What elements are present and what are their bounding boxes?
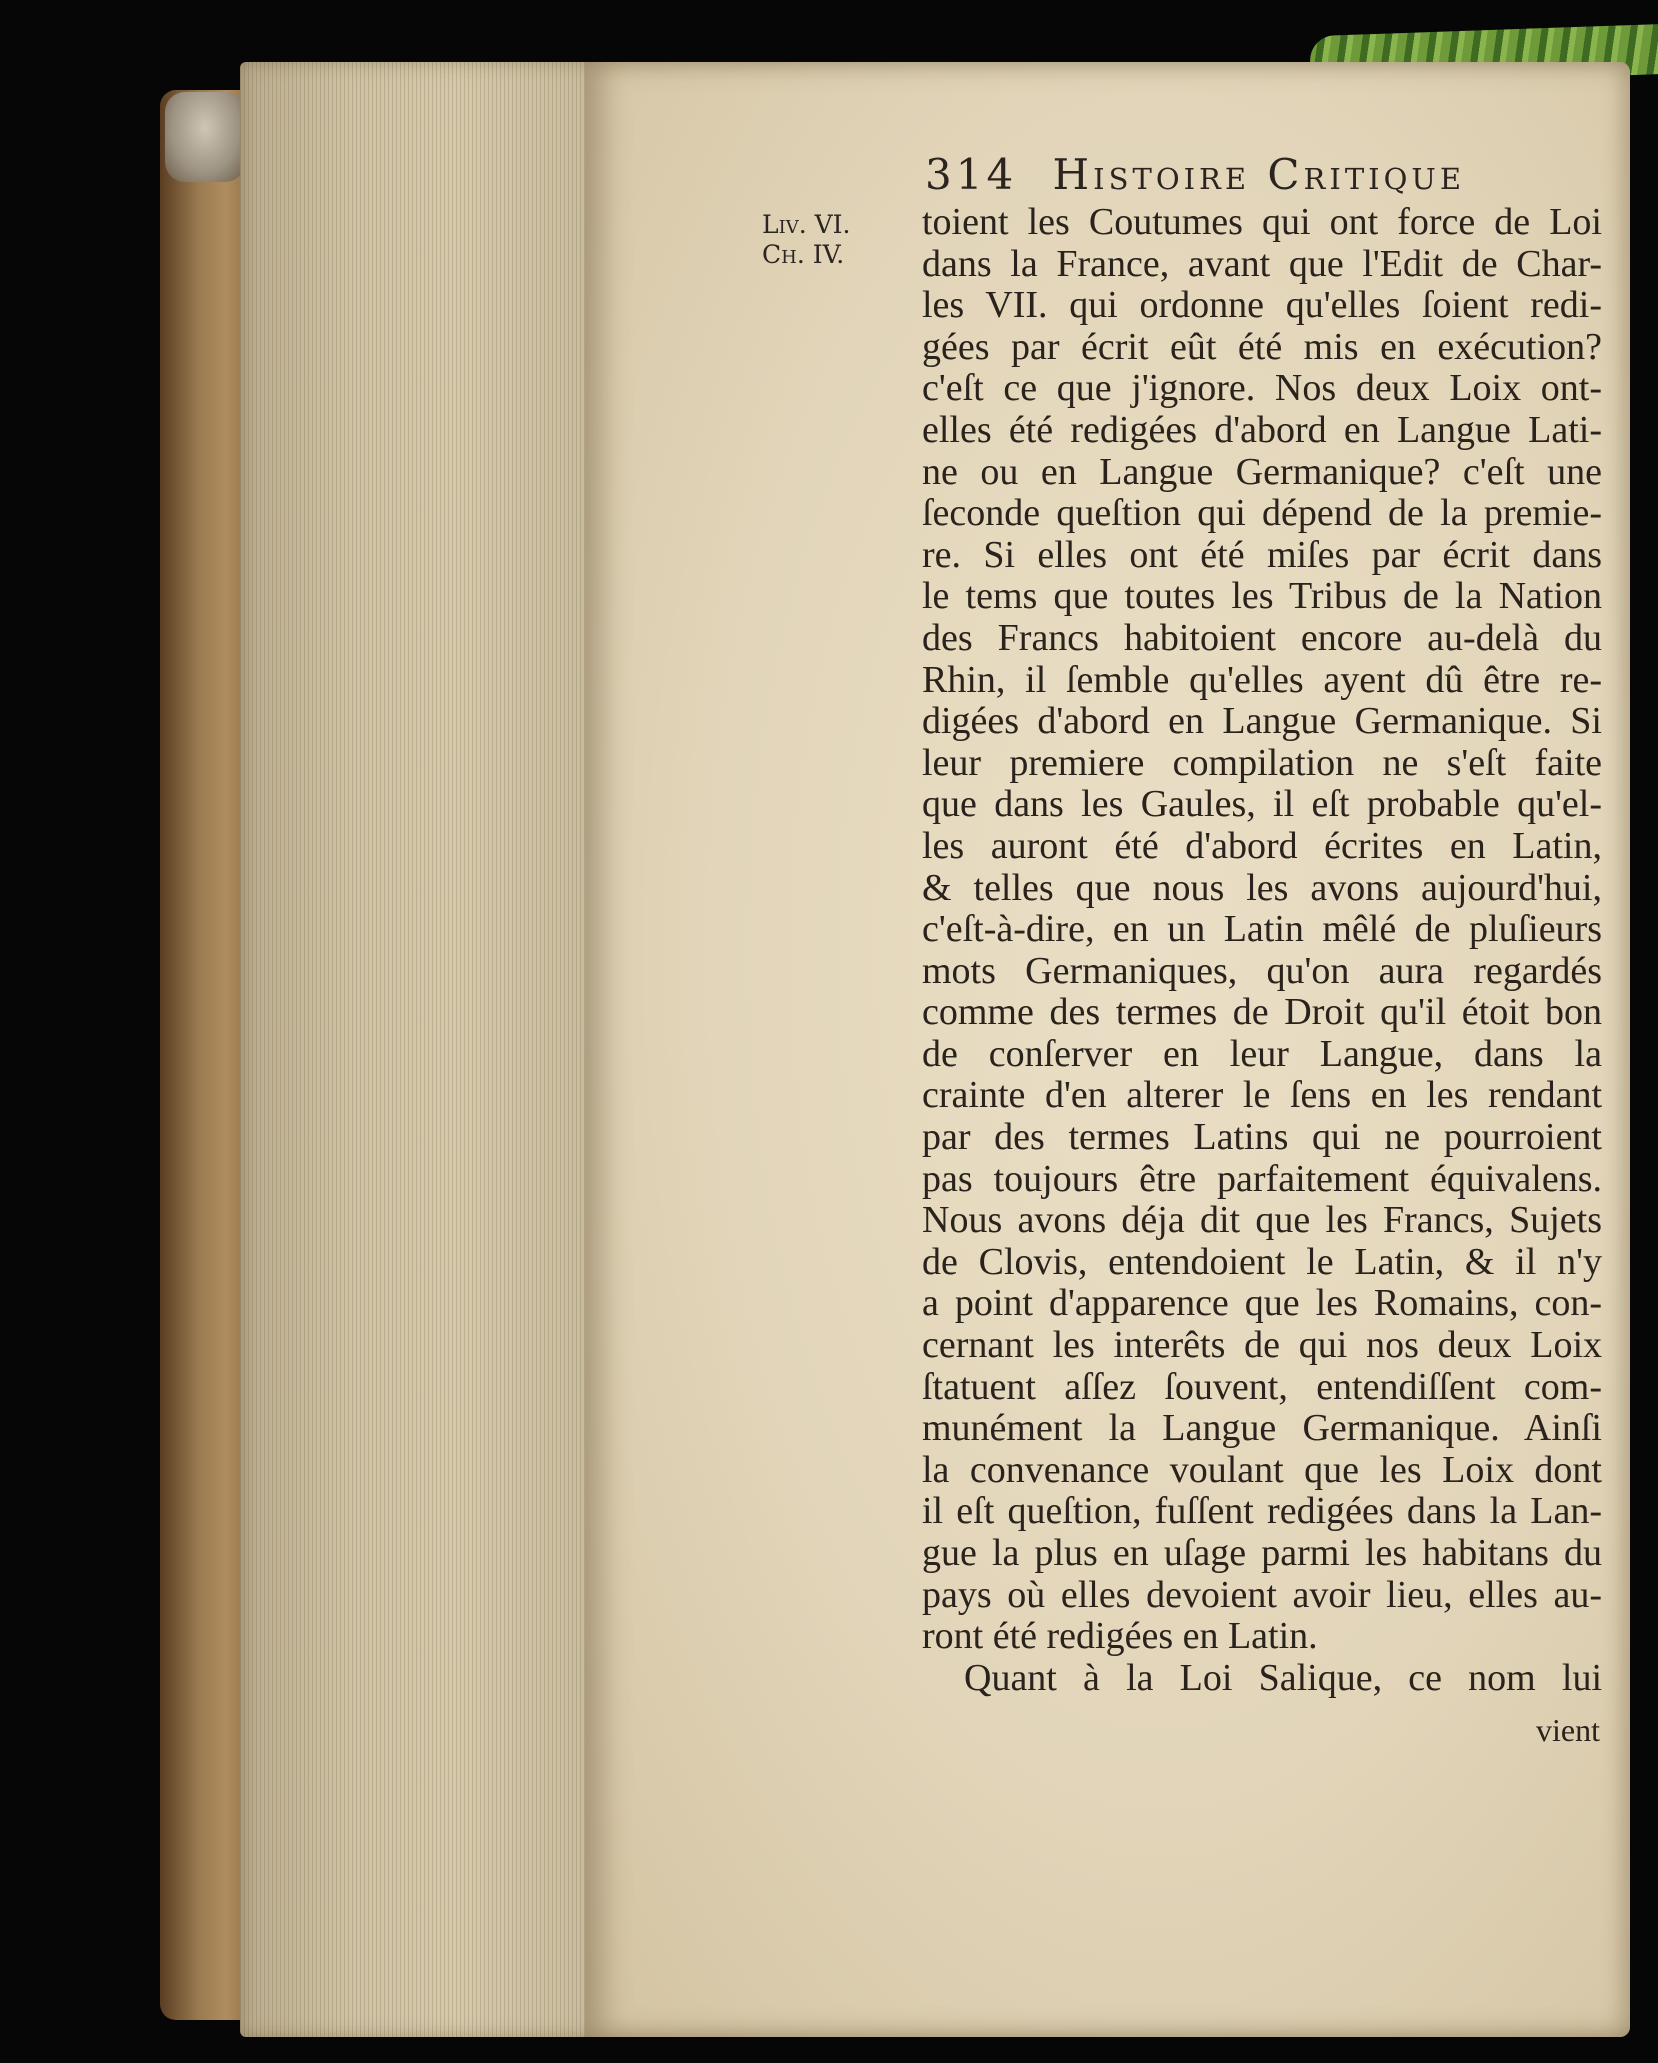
text-line: de conſerver en leur Langue, dans la (922, 1033, 1602, 1075)
running-title: Histoire Critique (1052, 150, 1466, 199)
text-line: il eſt queſtion, fuſſent redigées dans la Lan- (922, 1491, 1602, 1533)
text-line: comme des termes de Droit qu'il étoit bon (922, 992, 1602, 1034)
text-line: pas toujours être parfaitement équivalens. (922, 1158, 1602, 1200)
text-line: leur premiere compilation ne s'eſt faite (922, 742, 1602, 784)
text-line: par des termes Latins qui ne pourroient (922, 1117, 1602, 1159)
text-line: Rhin, il ſemble qu'elles ayent dû être re- (922, 659, 1602, 701)
running-head (925, 150, 1565, 199)
text-line: les auront été d'abord écrites en Latin, (922, 825, 1602, 867)
text-line: des Francs habitoient encore au-delà du (922, 617, 1602, 659)
margin-note-book: Liv. VI. (762, 210, 851, 239)
text-line: ront été redigées en Latin. (922, 1615, 1318, 1658)
page-edges (240, 62, 600, 2037)
text-line: ſtatuent aſſez ſouvent, entendiſſent com- (922, 1366, 1602, 1408)
margin-note (762, 210, 912, 270)
text-line: la convenance voulant que les Loix dont (922, 1449, 1602, 1491)
text-line: & telles que nous les avons aujourd'hui, (922, 867, 1602, 909)
text-line: Nous avons déja dit que les Francs, Sujets (922, 1200, 1602, 1242)
text-line: gées par écrit eût été mis en exécution? (922, 326, 1602, 368)
text-line: de Clovis, entendoient le Latin, & il n'y (922, 1241, 1602, 1283)
text-line: elles été redigées d'abord en Langue Lati- (922, 409, 1602, 451)
text-line: mots Germaniques, qu'on aura regardés (922, 950, 1602, 992)
text-line: crainte d'en alterer le ſens en les rendant (922, 1075, 1602, 1117)
text-line: cernant les interêts de qui nos deux Loix (922, 1325, 1602, 1367)
text-line: que dans les Gaules, il eſt probable qu'el- (922, 784, 1602, 826)
text-line: ne ou en Langue Germanique? c'eſt une (922, 451, 1602, 493)
text-line: digées d'abord en Langue Germanique. Si (922, 701, 1602, 743)
margin-note-chapter: Ch. IV. (762, 240, 845, 269)
text-line: re. Si elles ont été miſes par écrit dans (922, 534, 1602, 576)
text-line: ſeconde queſtion qui dépend de la premie- (922, 493, 1602, 535)
text-line: c'eſt ce que j'ignore. Nos deux Loix ont- (922, 368, 1602, 410)
text-line: le tems que toutes les Tribus de la Nation (922, 576, 1602, 618)
text-line: dans la France, avant que l'Edit de Char- (922, 243, 1602, 285)
page-number: 314 (925, 150, 1018, 199)
body-text (922, 202, 1602, 1699)
text-line: toient les Coutumes qui ont force de Loi (922, 202, 1602, 243)
text-line: c'eſt-à-dire, en un Latin mêlé de pluſieurs (922, 909, 1602, 951)
text-line: gue la plus en uſage parmi les habitans du (922, 1533, 1602, 1574)
text-line: Quant à la Loi Salique, ce nom lui (964, 1657, 1602, 1699)
text-line: munément la Langue Germanique. Ainſi (922, 1408, 1602, 1450)
text-line: pays où elles devoient avoir lieu, elles au- (922, 1574, 1602, 1616)
text-line: les VII. qui ordonne qu'elles ſoient redi- (922, 285, 1602, 327)
spine-headband (165, 92, 245, 182)
catchword: vient (1536, 1712, 1600, 1748)
text-line: a point d'apparence que les Romains, con- (922, 1283, 1602, 1325)
